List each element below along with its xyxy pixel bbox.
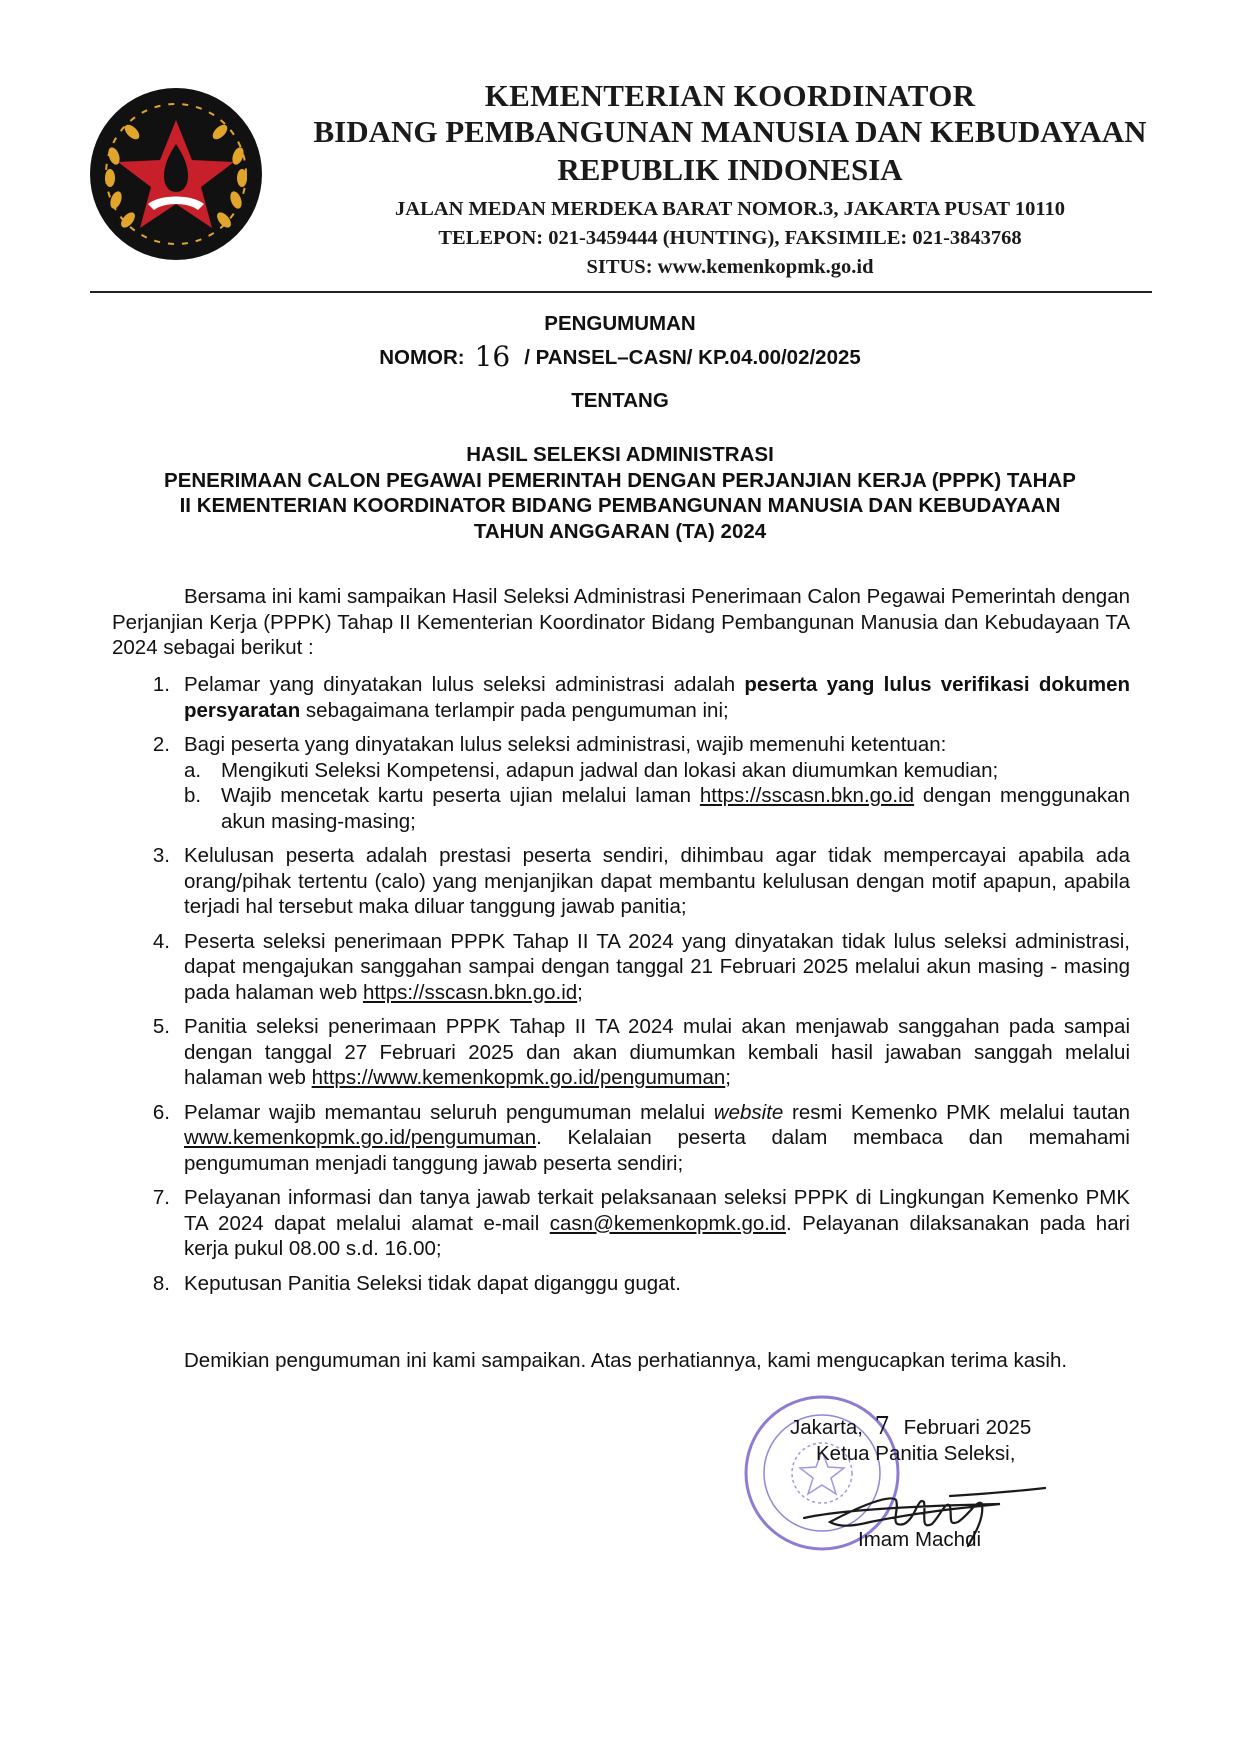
closing-paragraph: Demikian pengumuman ini kami sampaikan. Atas perhatiannya, kami mengucapkan terima kasih. — [184, 1349, 1068, 1372]
list-item-text: Keputusan Panitia Seleksi tidak dapat diganggu gugat. — [184, 1271, 681, 1295]
list-item — [112, 843, 1130, 920]
signature-date — [790, 1412, 1031, 1440]
signatory-name: Imam Machdi — [858, 1528, 982, 1551]
list-item-text: resmi Kemenko PMK melalui tautan — [783, 1100, 1130, 1124]
list-item-text: Pelayanan informasi dan tanya jawab terkait pelaksanaan seleksi PPPK di Lingkungan Kemenko PMK TA 2024 dapat melalui alamat e-mail — [184, 1186, 1130, 1235]
sub-list-item — [184, 758, 1130, 784]
sscasn-link[interactable]: https://sscasn.bkn.go.id — [699, 784, 915, 807]
list-item-number: 3. — [152, 844, 170, 867]
doc-number-rest: / PANSEL–CASN/ KP.04.00/02/2025 — [524, 346, 861, 369]
signatory-role: Ketua Panitia Seleksi, — [816, 1442, 1016, 1465]
letterhead-divider — [90, 291, 1152, 293]
doc-subject-line-3: II KEMENTERIAN KOORDINATOR BIDANG PEMBANGUNAN MANUSIA DAN KEBUDAYAAN — [179, 494, 1061, 517]
letterhead-website: SITUS: www.kemenkopmk.go.id — [586, 256, 874, 278]
pengumuman-link[interactable]: www.kemenkopmk.go.id/pengumuman — [184, 1126, 537, 1149]
list-item-number: 4. — [152, 929, 170, 953]
list-item-number: 1. — [152, 673, 170, 696]
list-item-text: Panitia seleksi penerimaan PPPK Tahap II TA 2024 mulai akan menjawab sanggahan pada sampai dengan tanggal 27 Februari 2025 dan akan diumumkan kembali hasil jawaban sanggah melalui halaman web — [184, 1015, 1130, 1089]
sub-list-item-text: Mengikuti Seleksi Kompetensi, adapun jadwal dan lokasi akan diumumkan kemudian; — [221, 758, 999, 782]
list-item-text: . Kelalaian peserta dalam membaca dan memahami pengumuman menjadi tanggung jawab peserta sendiri; — [184, 1126, 1130, 1175]
signature-day: 7 — [874, 1412, 890, 1440]
letterhead-phone: TELEPON: 021-3459444 (HUNTING), FAKSIMILE: 021-3843768 — [438, 227, 1022, 249]
list-item — [112, 1014, 1130, 1091]
doc-subject-line-1: HASIL SELEKSI ADMINISTRASI — [466, 443, 774, 466]
intro-paragraph: Bersama ini kami sampaikan Hasil Seleksi Administrasi Penerimaan Calon Pegawai Pemerintah dengan Perjanjian Kerja (PPPK) Tahap II Kementerian Koordinator Bidang Pembangunan Manusia dan Kebudayaan TA 2024 sebagai berikut : — [112, 585, 1130, 659]
doc-about-label: TENTANG — [571, 389, 669, 412]
doc-title: PENGUMUMAN — [544, 312, 696, 335]
list-item-text: Bagi peserta yang dinyatakan lulus seleksi administrasi, wajib memenuhi ketentuan: — [184, 733, 947, 756]
list-item-emphasis: peserta yang lulus verifikasi dokumen persyaratan — [184, 673, 1130, 722]
list-item — [112, 1100, 1130, 1177]
list-item — [112, 732, 1130, 834]
pengumuman-link[interactable]: https://www.kemenkopmk.go.id/pengumuman — [311, 1066, 726, 1089]
list-item-number: 8. — [152, 1271, 170, 1295]
announcement-list — [112, 672, 1130, 1305]
sub-list — [184, 758, 1130, 835]
list-item — [112, 929, 1130, 1006]
list-item-text: Kelulusan peserta adalah prestasi peserta sendiri, dihimbau agar tidak mempercayai apabila ada orang/pihak tertentu (calo) yang menjanjikan dapat membantu kelulusan dengan motif apapun, apabila terjadi hal tersebut maka diluar tanggung jawab panitia; — [184, 844, 1130, 918]
list-item-text: ; — [577, 980, 583, 1004]
sub-list-item-letter: b. — [184, 784, 202, 807]
signature-month-year: Februari 2025 — [903, 1416, 1032, 1439]
email-link[interactable]: casn@kemenkopmk.go.id — [549, 1211, 786, 1235]
letterhead-country: REPUBLIK INDONESIA — [557, 152, 903, 187]
list-item-italic: website — [713, 1100, 784, 1124]
list-item-text: ; — [725, 1066, 731, 1089]
list-item-number: 7. — [152, 1186, 170, 1209]
list-item-number: 2. — [152, 733, 170, 756]
doc-subject-line-2: PENERIMAAN CALON PEGAWAI PEMERINTAH DENGAN PERJANJIAN KERJA (PPPK) TAHAP — [164, 469, 1076, 492]
sub-list-item-text: dengan menggunakan akun masing-masing; — [221, 784, 1130, 833]
list-item — [112, 1271, 1130, 1297]
letterhead-ministry: KEMENTERIAN KOORDINATOR — [484, 78, 976, 113]
sub-list-item — [184, 783, 1130, 834]
kemenko-pmk-logo — [88, 86, 264, 262]
doc-number-label: NOMOR: — [379, 346, 465, 369]
letterhead-address: JALAN MEDAN MERDEKA BARAT NOMOR.3, JAKARTA PUSAT 10110 — [395, 198, 1065, 220]
sub-list-item-letter: a. — [184, 758, 202, 782]
signature-city: Jakarta, — [790, 1416, 863, 1439]
sscasn-link[interactable]: https://sscasn.bkn.go.id — [362, 980, 578, 1004]
sub-list-item-text: Wajib mencetak kartu peserta ujian melalui laman — [221, 784, 700, 807]
list-item-number: 6. — [152, 1100, 170, 1124]
letterhead-division: BIDANG PEMBANGUNAN MANUSIA DAN KEBUDAYAAN — [313, 114, 1147, 149]
list-item — [112, 1185, 1130, 1262]
doc-subject-line-4: TAHUN ANGGARAN (TA) 2024 — [473, 520, 767, 543]
list-item-text: Pelamar wajib memantau seluruh pengumuman melalui — [184, 1100, 714, 1124]
list-item — [112, 672, 1130, 723]
list-item-number: 5. — [152, 1015, 170, 1038]
doc-number-handwritten: 16 — [474, 340, 511, 373]
list-item-text: Peserta seleksi penerimaan PPPK Tahap II TA 2024 yang dinyatakan tidak lulus seleksi administrasi, dapat mengajukan sanggahan sampai dengan tanggal 21 Februari 2025 melalui akun masing - masing pada halaman web — [184, 929, 1130, 1004]
list-item-text: sebagaimana terlampir pada pengumuman ini; — [300, 698, 729, 722]
list-item-text: Pelamar yang dinyatakan lulus seleksi administrasi adalah — [184, 673, 745, 696]
doc-number — [0, 338, 1240, 371]
list-item-text: . Pelayanan dilaksanakan pada hari kerja pukul 08.00 s.d. 16.00; — [184, 1211, 1130, 1260]
